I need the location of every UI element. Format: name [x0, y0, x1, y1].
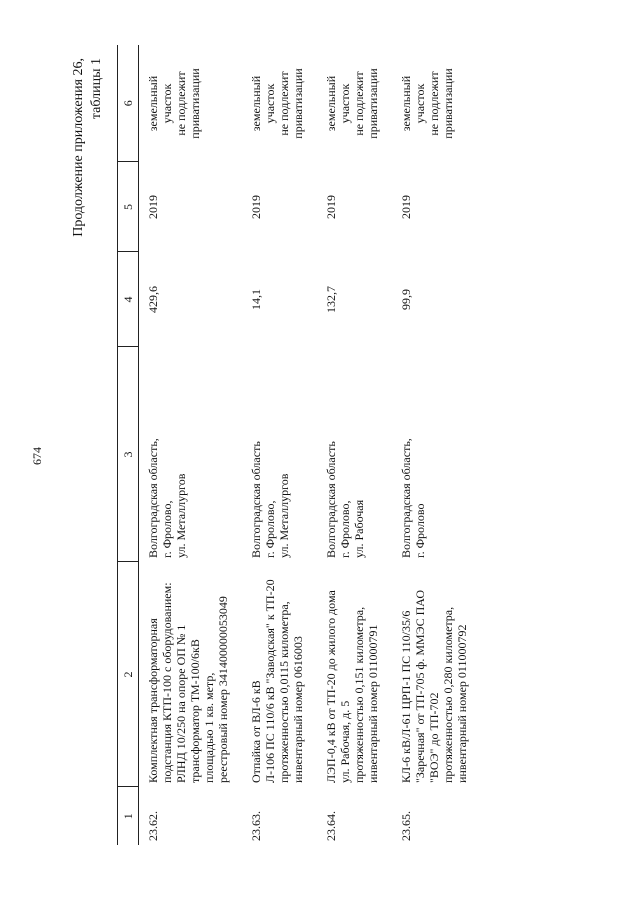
object-note	[317, 45, 392, 162]
column-header: 1	[118, 787, 139, 845]
object-address-line: ул. Металлургов	[277, 473, 291, 558]
object-note-line: приватизации	[188, 68, 202, 139]
table-header-row	[118, 45, 139, 845]
row-number: 23.64.	[324, 811, 338, 841]
column-header: 2	[118, 562, 139, 787]
object-address-line: Волгоградская область	[324, 441, 338, 558]
object-name-line: протяженностью 0,151 километра,	[352, 606, 366, 783]
table-row	[242, 45, 317, 845]
object-name-line: инвентарный номер 011000791	[366, 624, 380, 783]
object-note-line: не подлежит	[174, 71, 188, 136]
object-address	[392, 347, 481, 562]
caption-line: Продолжение приложения 26,	[71, 58, 86, 237]
table-row	[317, 45, 392, 845]
object-area: 429,6	[146, 286, 160, 313]
row-number: 23.62.	[146, 811, 160, 841]
object-note-line: участок	[338, 83, 352, 124]
object-address-line: г. Фролово	[413, 503, 427, 558]
object-year: 2019	[146, 195, 160, 219]
object-note-line: не подлежит	[427, 71, 441, 136]
caption-line: таблицы 1	[89, 58, 104, 120]
object-name-line: инвентарный номер 011000792	[455, 624, 469, 783]
object-name-line: инвентарный номер 0616003	[291, 636, 305, 783]
object-address	[139, 347, 243, 562]
object-address-line: Волгоградская область	[249, 441, 263, 558]
row-number: 23.65.	[399, 811, 413, 841]
object-name-line: Л-106 ПС 110/6 кВ "Заводская" к ТП-20	[263, 579, 277, 783]
object-name-line: РЛНД 10/250 на опоре ОП № 1	[174, 624, 188, 783]
object-note-line: приватизации	[366, 68, 380, 139]
object-name-line: "ВОЭ" до ТП-702	[427, 692, 441, 783]
row-number: 23.63.	[249, 811, 263, 841]
object-name-line: "Заречная" от ТП-705 ф. ММЭС ПАО	[413, 590, 427, 783]
object-area: 14,1	[249, 289, 263, 310]
object-name-line: трансформатор ТМ-100/6кВ	[188, 639, 202, 783]
object-name	[392, 562, 481, 787]
table-row	[139, 45, 243, 845]
object-address	[317, 347, 392, 562]
object-note-line: приватизации	[441, 68, 455, 139]
column-header: 4	[118, 252, 139, 347]
property-table	[117, 45, 481, 845]
table-body	[139, 45, 482, 845]
table-row	[392, 45, 481, 845]
object-note-line: не подлежит	[352, 71, 366, 136]
object-name-line: протяженностью 0,280 километра,	[441, 606, 455, 783]
object-name-line: Комплектная трансформаторная	[146, 618, 160, 783]
object-note-line: участок	[160, 83, 174, 124]
object-name-line: ЛЭП-0,4 кВ от ТП-20 до жилого дома	[324, 590, 338, 783]
object-address-line: Волгоградская область,	[399, 438, 413, 558]
object-name-line: подстанция КТП-100 с оборудованием:	[160, 582, 174, 783]
object-note	[242, 45, 317, 162]
object-note	[139, 45, 243, 162]
table-caption	[70, 58, 106, 288]
object-year: 2019	[399, 195, 413, 219]
object-name-line: протяженностью 0,0115 километра,	[277, 601, 291, 783]
object-note-line: участок	[413, 83, 427, 124]
object-name-line: КЛ-6 кВ/Л-61 ЦРП-1 ПС 110/35/6	[399, 610, 413, 783]
object-address-line: Волгоградская область,	[146, 438, 160, 558]
object-name	[317, 562, 392, 787]
object-note-line: не подлежит	[277, 71, 291, 136]
object-note-line: приватизации	[291, 68, 305, 139]
object-address-line: ул. Металлургов	[174, 473, 188, 558]
object-note-line: земельный	[249, 75, 263, 132]
object-year: 2019	[324, 195, 338, 219]
object-address-line: г. Фролово,	[338, 500, 352, 558]
object-note-line: земельный	[399, 75, 413, 132]
object-name-line: ул. Рабочая, д. 5	[338, 700, 352, 783]
object-area: 132,7	[324, 286, 338, 313]
page-number: 674	[30, 447, 44, 465]
column-header: 6	[118, 45, 139, 162]
object-note	[392, 45, 481, 162]
object-address-line: ул. Рабочая	[352, 499, 366, 558]
object-name-line: реестровый номер 341400000053049	[216, 596, 230, 783]
object-name-line: Отпайка от ВЛ-6 кВ	[249, 680, 263, 783]
column-header: 5	[118, 162, 139, 252]
object-year: 2019	[249, 195, 263, 219]
object-address	[242, 347, 317, 562]
object-name	[139, 562, 243, 787]
object-address-line: г. Фролово,	[160, 500, 174, 558]
object-address-line: г. Фролово,	[263, 500, 277, 558]
object-name-line: площадью 1 кв. метр,	[202, 672, 216, 783]
object-note-line: земельный	[146, 75, 160, 132]
column-header: 3	[118, 347, 139, 562]
object-name	[242, 562, 317, 787]
object-area: 99,9	[399, 289, 413, 310]
object-note-line: участок	[263, 83, 277, 124]
object-note-line: земельный	[324, 75, 338, 132]
